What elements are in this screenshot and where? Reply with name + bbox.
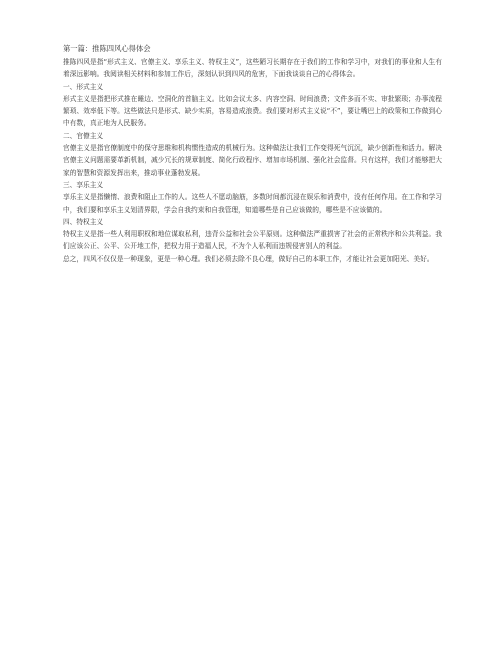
- conclusion-paragraph: 总之，四风不仅仅是一种现象，更是一种心理。我们必须去除不良心理，做好自己的本职工作，才能让社会更加阳光、美好。: [63, 254, 434, 263]
- section-heading-bureaucratism: 二、官僚主义: [63, 131, 104, 140]
- section-heading-hedonism: 三、享乐主义: [63, 180, 104, 189]
- section-body-hedonism: 享乐主义是指懒惰、浪费和阻止工作的人。这些人不愿动脑筋，多数时间都沉浸在娱乐和消费中，没有任何作用。在工作和学习中，我们要和享乐主义划清界限，学会自我约束和自我管理，知道哪些是自己应该做的，哪些是不应该做的。: [63, 193, 442, 214]
- document-title: 第一篇：推陈四风心得体会: [63, 44, 151, 53]
- section-body-privilege: 特权主义是指一些人利用职权和地位谋取私利，违背公益和社会公平原则。这种做法严重损害了社会的正常秩序和公共利益。我们应该公正、公平、公开地工作，把权力用于造福人民，不为个人私利而违规侵害别人的利益。: [63, 230, 442, 251]
- intro-paragraph: 推陈四风是指“形式主义、官僚主义、享乐主义、特权主义”，这些陋习长期存在于我们的工作和学习中，对我们的事业和人生有着深远影响。我阅读相关材料和参加工作后，深刻认识到四风的危害，下面我谈谈自己的心得体会。: [63, 58, 442, 79]
- section-body-formalism: 形式主义是指把形式推在睡边、空洞化的首脑主义。比如会议太多、内容空洞、时间浪费；文件多而不实、审批繁琐；办事流程繁琐、效率低下等。这些做法只是形式、缺少实质，容易造成浪费。我们要对形式主义说“不”，要让嘴巴上的政策和工作做到心中有数，真正地为人民服务。: [63, 94, 442, 128]
- section-heading-privilege: 四、特权主义: [63, 217, 104, 226]
- section-body-bureaucratism: 官僚主义是指官僚制度中的保守思维和机构惯性造成的机械行为。这种做法让我们工作变得死气沉沉，缺少创新性和活力。解决官僚主义问题需要革新机制，减少冗长的规章制度、简化行政程序、增加市场机制、强化社会监督。只有这样，我们才能够把大家的智慧和资源发挥出来，推动事业蓬勃发展。: [63, 144, 442, 177]
- document-page: [63, 43, 442, 265]
- section-heading-formalism: 一、形式主义: [63, 82, 104, 91]
